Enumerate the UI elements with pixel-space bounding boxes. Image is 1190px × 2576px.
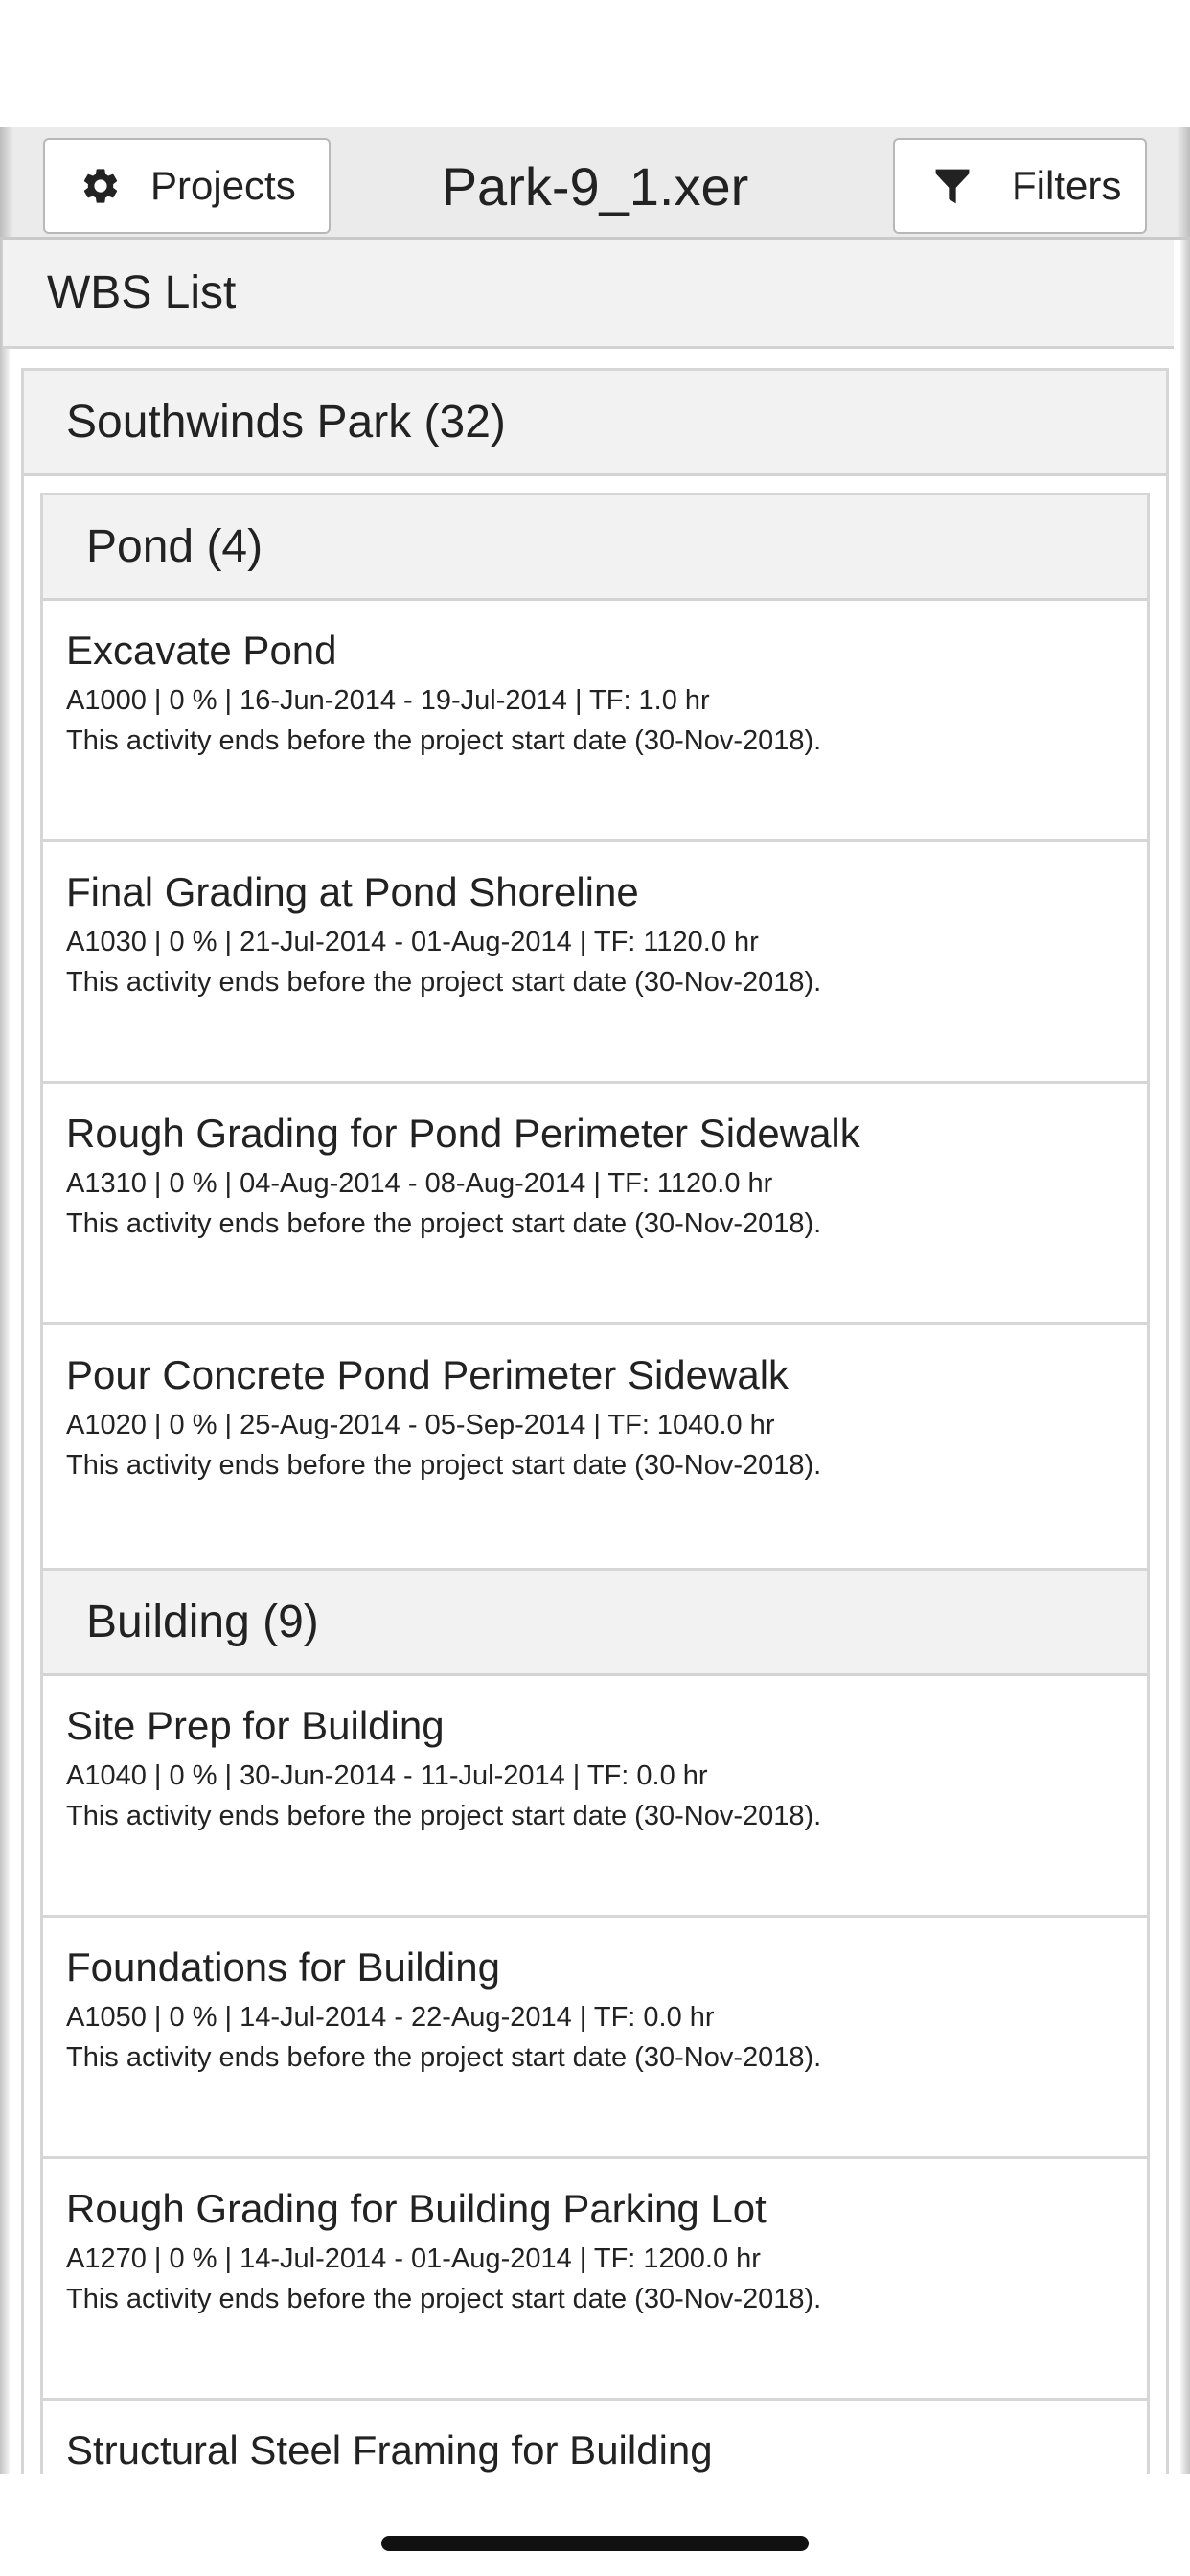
wbs-group-header-pond[interactable]: Pond (4) [43,495,1147,601]
activity-name: Pour Concrete Pond Perimeter Sidewalk [66,1352,790,1397]
activity-item[interactable] [43,842,1147,1084]
activity-meta: A1040 | 0 % | 30-Jun-2014 - 11-Jul-2014 | TF: 0.0 hr [66,1760,708,1791]
project-header[interactable]: Southwinds Park (32) [24,371,1166,476]
activity-name: Rough Grading for Building Parking Lot [66,2186,767,2231]
wbs-list-header: WBS List [3,240,1174,349]
activity-item[interactable] [43,1676,1147,1918]
activity-meta: A1270 | 0 % | 14-Jul-2014 - 01-Aug-2014 | TF: 1200.0 hr [66,2243,761,2274]
gear-icon [80,165,122,207]
status-bar-area [0,0,1190,126]
activity-note: This activity ends before the project start date (30-Nov-2018). [66,1450,822,1481]
activity-meta: A1030 | 0 % | 21-Jul-2014 - 01-Aug-2014 | TF: 1120.0 hr [66,927,759,957]
activity-name: Final Grading at Pond Shoreline [66,869,639,914]
wbs-group-header-building[interactable]: Building (9) [43,1571,1147,1676]
activity-item[interactable] [43,1325,1147,1567]
activity-note: This activity ends before the project start date (30-Nov-2018). [66,2284,822,2314]
activity-item[interactable] [43,2401,1147,2474]
home-indicator[interactable] [381,2536,809,2551]
activity-note: This activity ends before the project start date (30-Nov-2018). [66,1208,822,1239]
filters-button-label: Filters [1012,163,1122,208]
activity-meta: A1050 | 0 % | 14-Jul-2014 - 22-Aug-2014 | TF: 0.0 hr [66,2002,715,2033]
activity-meta: A1000 | 0 % | 16-Jun-2014 - 19-Jul-2014 | TF: 1.0 hr [66,685,710,716]
activity-item[interactable] [43,2159,1147,2401]
activity-meta: A1310 | 0 % | 04-Aug-2014 - 08-Aug-2014 | TF: 1120.0 hr [66,1168,773,1199]
filter-icon [931,165,973,207]
activity-name: Foundations for Building [66,1944,500,1990]
activity-note: This activity ends before the project start date (30-Nov-2018). [66,2042,822,2073]
activity-name: Site Prep for Building [66,1703,445,1748]
activity-item[interactable] [43,1084,1147,1325]
activity-name: Structural Steel Framing for Building [66,2427,713,2472]
activity-note: This activity ends before the project start date (30-Nov-2018). [66,725,822,756]
file-title: Park-9_1.xer [441,155,749,217]
activity-note: This activity ends before the project start date (30-Nov-2018). [66,1801,822,1831]
activity-note: This activity ends before the project start date (30-Nov-2018). [66,967,822,998]
projects-button[interactable] [43,138,331,234]
activity-item[interactable] [43,601,1147,842]
activity-name: Excavate Pond [66,628,337,673]
filters-button[interactable] [893,138,1147,234]
activity-item[interactable] [43,1918,1147,2159]
bottom-safe-area [0,2474,1190,2576]
activity-name: Rough Grading for Pond Perimeter Sidewalk [66,1111,860,1156]
projects-button-label: Projects [150,163,296,208]
activity-meta: A1020 | 0 % | 25-Aug-2014 - 05-Sep-2014 | TF: 1040.0 hr [66,1410,775,1440]
